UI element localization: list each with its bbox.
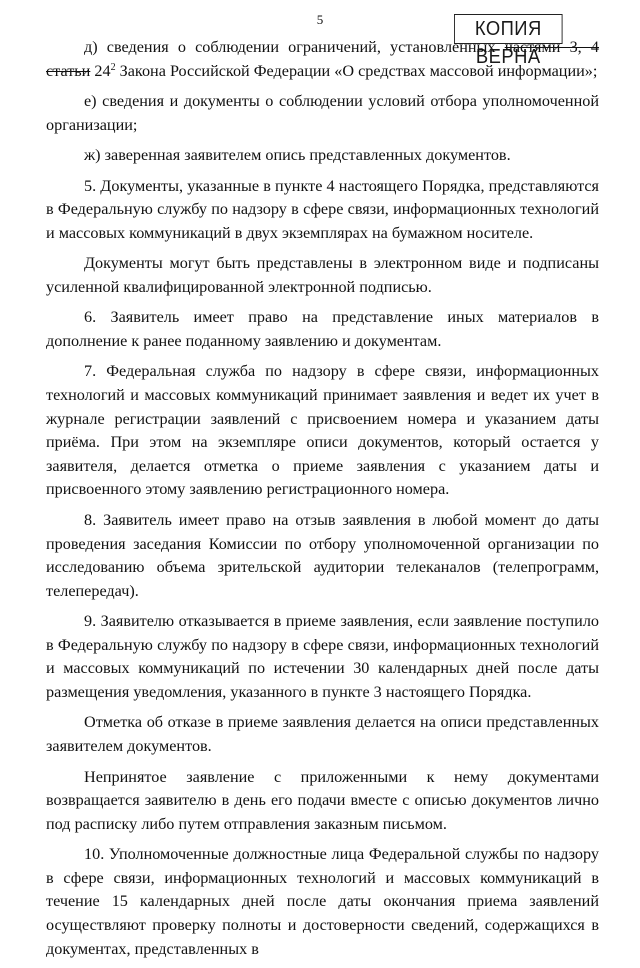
paragraph-7: 7. Федеральная служба по надзору в сфере связи, информационных технологий и массовых коммуникаций принимает заявления и ведет их учет в журнале регистрации заявлений с присвоением номера и указанием даты приёма. При этом на экземпляре описи документов, который остается у заявителя, делается отметка о приеме заявления с указанием даты и присвоенного этому заявлению регистрационного номера.	[46, 362, 599, 499]
paragraph-8: 8. Заявитель имеет право на отзыв заявления в любой момент до даты проведения заседания Комиссии по отбору уполномоченной организации по исследованию объема зрительской аудитории телеканалов (телепрограмм, телепередач).	[46, 510, 599, 600]
paragraph-d-post: Закона Российской Федерации «О средствах массовой информации»;	[119, 61, 598, 80]
paragraph-6: 6. Заявитель имеет право на представление иных материалов в дополнение к ранее поданному заявлению и документам.	[46, 308, 599, 350]
paragraph-d-pre: д) сведения о соблюдении ограничений, установленных	[84, 38, 505, 56]
paragraph-d-strikethrough: частями 3, 4 статьи	[46, 38, 599, 80]
paragraph-5-electronic: Документы могут быть представлены в электронном виде и подписаны усиленной квалифицированной электронной подписью.	[46, 254, 599, 296]
paragraph-e: е) сведения и документы о соблюдении условий отбора уполномоченной организации;	[46, 92, 599, 134]
copy-certified-stamp: КОПИЯ ВЕРНА	[454, 14, 563, 44]
paragraph-9-refusal-mark: Отметка об отказе в приеме заявления делается на описи представленных заявителем документов.	[46, 713, 599, 756]
paragraph-d-article: 24	[90, 61, 111, 80]
paragraph-5: 5. Документы, указанные в пункте 4 настоящего Порядка, представляются в Федеральную службу по надзору в сфере связи, информационных технологий и массовых коммуникаций в двух экземплярах на бумажном носителе.	[46, 176, 599, 242]
paragraph-d-superscript: 2	[110, 61, 116, 73]
paragraph-d	[46, 36, 599, 83]
document-body	[46, 36, 599, 968]
paragraph-9-return: Непринятое заявление с приложенными к нему документами возвращается заявителю в день его подачи вместе с описью документов лично под расписку либо путем отправления заказным письмом.	[46, 767, 599, 833]
paragraph-zh: ж) заверенная заявителем опись представленных документов.	[84, 146, 511, 165]
paragraph-10: 10. Уполномоченные должностные лица Федеральной службы по надзору в сфере связи, информационных технологий и массовых коммуникаций в течение 15 календарных дней после даты окончания приема заявлений осуществляют проверку полноты и достоверности сведений, содержащихся в документах, представленных в	[46, 845, 599, 958]
page-number: 5	[316, 12, 324, 27]
paragraph-9: 9. Заявителю отказывается в приеме заявления, если заявление поступило в Федеральную службу по надзору в сфере связи, информационных технологий и массовых коммуникаций по истечении 30 календарных дней после даты размещения уведомления, указанного в пункте 3 настоящего Порядка.	[46, 612, 599, 701]
